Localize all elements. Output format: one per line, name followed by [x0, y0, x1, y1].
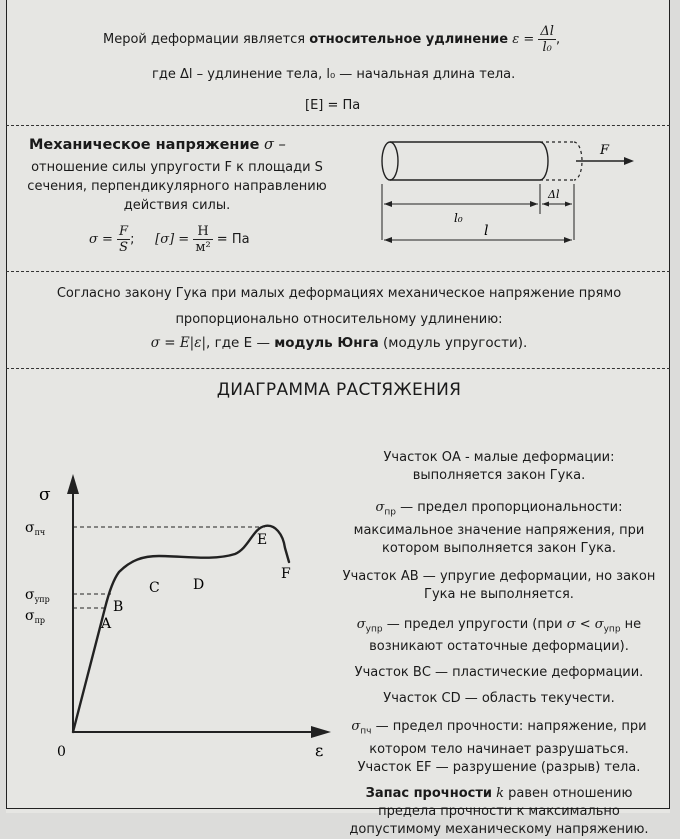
stress-description-3: действия силы. [123, 198, 231, 213]
hooke-section [6, 272, 670, 368]
cylinder-tension-figure [362, 128, 662, 268]
epsilon-axis-label: ε [315, 741, 324, 760]
l-label: l [484, 223, 489, 239]
elastic-limit-text [329, 616, 669, 657]
point-f-label: F [281, 566, 291, 582]
newton-per-square-meter [193, 224, 212, 255]
segment-ab-line-2: Гука не выполняется. [424, 586, 574, 602]
segment-ab-line-1: Участок АВ — упругие деформации, но закон [342, 568, 656, 584]
sigma-axis-label: σ [39, 485, 51, 505]
cylinder-left-face [382, 142, 398, 180]
bleed-through-text [21, 8, 231, 108]
point-b-label: B [113, 599, 124, 615]
force-over-area-fraction [117, 224, 130, 255]
diagram-title: ДИАГРАММА РАСТЯЖЕНИЯ [216, 380, 462, 400]
safety-factor-line-3: допустимому механическому напряжению. [349, 821, 649, 837]
elongation-legend: где Δl – удлинение тела, l₀ — начальная длина тела. [152, 67, 516, 82]
dl-label: Δl [548, 188, 560, 201]
stress-description-2: сечения, перпендикулярного направлению [27, 179, 327, 194]
tension-diagram-section [6, 369, 670, 837]
young-modulus-units: [E] = Па [305, 98, 361, 113]
sigma-symbol: σ – [259, 137, 286, 153]
elastic-limit-line-2: возникают остаточные деформации). [369, 639, 629, 655]
point-a-label: A [101, 616, 112, 632]
force-label: F [600, 143, 610, 158]
proportional-limit-line-1: $\sigma_{пр}$ — предел пропорциональности: [375, 500, 623, 518]
segment-oa-line-1: Участок ОА - малые деформации: [383, 450, 615, 465]
pascal-unit: = Па [216, 232, 250, 247]
sigma-axis-arrow [67, 474, 79, 494]
dl-arrow-left [542, 202, 549, 207]
l0-label: l₀ [454, 211, 463, 225]
safety-factor-symbol: k [491, 785, 504, 801]
hooke-law-line [7, 334, 671, 353]
point-c-label: C [149, 580, 160, 596]
hooke-suffix: (модуль упругости). [378, 335, 528, 351]
hooke-line-1: Согласно закону Гука при малых деформациях механическое напряжение прямо [56, 286, 622, 301]
safety-factor-line-2: предела прочности к максимально [378, 803, 620, 819]
stress-description-1: отношение силы упругости F к площади S [31, 160, 323, 175]
stress-strain-diagram [13, 464, 343, 774]
square-meter-unit: м² [195, 240, 211, 255]
dl-arrow-right [565, 202, 572, 207]
l0-arrow-left [384, 201, 392, 207]
hooke-where: , где E — [206, 335, 275, 351]
newton-unit: Н [193, 224, 212, 240]
diagram-explanations [329, 449, 669, 839]
stress-formula [89, 224, 359, 255]
l-arrow-left [384, 237, 392, 243]
force-symbol: F [119, 224, 129, 239]
proportional-limit-line-3: котором выполняется закон Гука. [381, 540, 617, 556]
formula-semicolon: ; [130, 232, 135, 247]
stress-units-lhs: [σ] = [155, 232, 190, 247]
safety-factor-rest: равен отношению [504, 785, 633, 801]
proportional-limit-label: $\sigma_{пр}$ [25, 608, 46, 625]
origin-label: 0 [57, 744, 66, 760]
strain-fraction-denominator: l₀ [542, 40, 552, 55]
safety-factor-term: Запас прочности [365, 785, 492, 801]
force-arrowhead [624, 157, 634, 165]
stress-section [6, 126, 670, 271]
ultimate-strength-label: $\sigma_{пч}$ [25, 520, 46, 537]
point-d-label: D [193, 577, 205, 593]
stress-formula-lhs: σ = [89, 232, 113, 247]
safety-factor-line-1 [329, 785, 669, 803]
segment-cd-text: Участок CD — область текучести. [383, 691, 615, 707]
l0-arrow-right [530, 201, 538, 207]
strain-fraction-numerator: Δl [540, 24, 554, 39]
hooke-formula: σ = E|ε| [150, 335, 207, 351]
strain-section [6, 0, 670, 125]
segment-ef-text: Участок EF — разрушение (разрыв) тела. [357, 759, 641, 775]
segment-oa-line-2: выполняется закон Гука. [412, 468, 586, 483]
epsilon-symbol: ε = [512, 32, 535, 47]
cylinder-right-face [540, 142, 548, 180]
area-symbol: S [119, 240, 129, 255]
safety-factor-text [329, 785, 669, 839]
l-arrow-right [564, 237, 572, 243]
segment-oa-text [329, 449, 669, 485]
relative-elongation-term: относительное удлинение [309, 32, 509, 47]
segment-ab-text [329, 568, 669, 604]
stress-title-line [29, 136, 359, 155]
epsilon-axis-arrow [311, 726, 331, 738]
strain-comma: , [555, 32, 561, 47]
young-modulus-term: модуль Юнга [274, 335, 379, 351]
point-e-label: E [257, 532, 268, 548]
strain-fraction [538, 24, 556, 55]
proportional-limit-text [329, 499, 669, 558]
mechanical-stress-term: Механическое напряжение [29, 137, 260, 153]
ultimate-strength-text [329, 718, 669, 759]
strain-definition-line [103, 24, 663, 55]
segment-bc-text: Участок ВС — пластические деформации. [354, 665, 644, 681]
ultimate-strength-line-2: котором тело начинает разрушаться. [369, 741, 629, 757]
page [6, 0, 670, 837]
elastic-limit-line-1: $\sigma_{упр}$ — предел упругости (при $\sigma < \sigma_{упр}$ не [356, 616, 642, 635]
elastic-limit-label: $\sigma_{упр}$ [25, 587, 50, 604]
ultimate-strength-line-1: $\sigma_{пч}$ — предел прочности: напряжение, при [351, 719, 647, 737]
hooke-line-2: пропорционально относительному удлинению: [175, 312, 503, 327]
strain-definition-prefix: Мерой деформации является [103, 32, 310, 47]
proportional-limit-line-2: максимальное значение напряжения, при [353, 522, 645, 538]
